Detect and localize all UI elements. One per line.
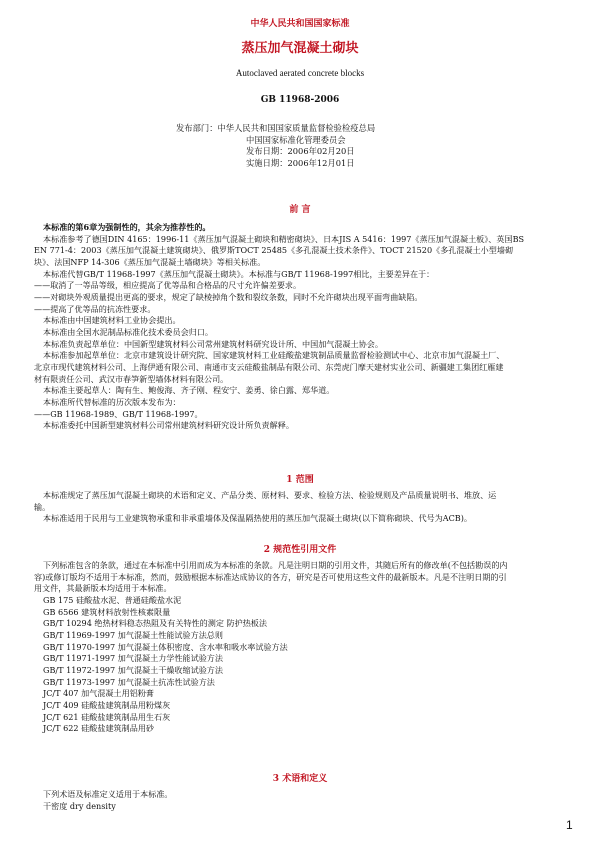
normref-item: JC/T 407 加气混凝土用铝粉膏 xyxy=(43,688,155,699)
normref-line: 下列标准包含的条款，通过在本标准中引用而成为本标准的条款。凡是注明日期的引用文件，其随后所有的修改单(不包括勘误的内 xyxy=(43,560,508,570)
foreword-line: 本标准由全国水泥制品标准化技术委员会归口。 xyxy=(43,326,213,337)
normref-item: JC/T 409 硅酸盐建筑制品用粉煤灰 xyxy=(43,699,171,710)
foreword-body xyxy=(34,222,568,432)
foreword-line: ——GB 11968-1989、GB/T 11968-1997。 xyxy=(34,408,203,419)
normref-item: GB/T 10294 绝热材料稳态热阻及有关特性的测定 防护热板法 xyxy=(43,618,267,629)
foreword-line: 本标准主要起草人：陶有生、鲍俊海、齐子刚、程安宁、姜勇、徐白露、郑华道。 xyxy=(43,385,335,396)
page-number: 1 xyxy=(566,818,573,832)
foreword-line: ——取消了一等品等级，相应提高了优等品和合格品的尺寸允许偏差要求。 xyxy=(34,280,302,291)
terms-heading: 3 术语和定义 xyxy=(272,774,328,784)
foreword-line: EN 771-4：2003《蒸压加气混凝土建筑砌块》、俄罗斯TOCT 25485《多孔混凝土技术条件》、TOCT 21520《多孔混凝土小型墙砌 xyxy=(34,245,514,256)
standard-number: GB 11968-2006 xyxy=(260,95,340,105)
normative-references-heading: 2 规范性引用文件 xyxy=(263,545,337,555)
normative-references-body xyxy=(34,560,568,735)
scope-body xyxy=(34,490,568,525)
normref-line: 用文件，其最新版本均适用于本标准。 xyxy=(34,583,172,594)
normref-item: GB/T 11973-1997 加气混凝土抗冻性试验方法 xyxy=(43,676,215,687)
publisher-2: 中国国家标准化管理委员会 xyxy=(246,134,346,145)
foreword-line: 北京市现代建筑材料公司、上海伊通有限公司、南通市支云硅酸盐制品有限公司、东莞虎门摩天建材实业公司、新疆建工集团红雁建 xyxy=(34,361,504,372)
publisher-1: 中华人民共和国国家质量监督检验检疫总局 xyxy=(217,123,376,133)
scope-line: 输。 xyxy=(34,501,51,512)
foreword-line: 本标准的第6章为强制性的，其余为推荐性的。 xyxy=(43,222,211,232)
foreword-line: ——提高了优等品的抗冻性要求。 xyxy=(34,303,156,314)
publication-info xyxy=(176,123,375,169)
foreword-line: 本标准代替GB/T 11968-1997《蒸压加气混凝土砌块》。本标准与GB/T 11968-1997相比，主要差异在于： xyxy=(43,268,435,279)
scope-line: 本标准适用于民用与工业建筑物承重和非承重墙体及保温隔热使用的蒸压加气混凝土砌块(以下简称砌块、代号为ACB)。 xyxy=(43,513,472,524)
foreword-heading: 前 言 xyxy=(289,205,311,215)
normref-line: 容)或修订版均不适用于本标准，然而，鼓励根据本标准达成协议的各方，研究是否可使用这些文件的最新版本。凡是不注明日期的引 xyxy=(34,571,507,582)
terms-line: 下列术语及标准定义适用于本标准。 xyxy=(43,789,173,799)
effective-date: 实施日期：2006年12月01日 xyxy=(246,157,355,168)
terms-body xyxy=(34,789,568,812)
english-title: Autoclaved aerated concrete blocks xyxy=(235,68,365,78)
normref-item: GB/T 11969-1997 加气混凝土性能试验方法总则 xyxy=(43,629,223,640)
scope-heading: 1 范围 xyxy=(286,475,314,485)
release-date: 发布日期：2006年02月20日 xyxy=(246,146,355,156)
normref-item: GB/T 11972-1997 加气混凝土干燥收缩试验方法 xyxy=(43,664,223,675)
normref-item: GB/T 11971-1997 加气混凝土力学性能试验方法 xyxy=(43,653,223,664)
terms-line: 干密度 dry density xyxy=(43,800,116,811)
foreword-line: 本标准参加起草单位：北京市建筑设计研究院、国家建筑材料工业硅酸盐建筑制品质量监督检验测试中心、北京市加气混凝土厂、 xyxy=(43,350,505,361)
foreword-line: ——对砌块外观质量提出更高的要求，规定了缺棱掉角个数和裂纹条数，同时不允许砌块出现平面弯曲缺陷。 xyxy=(34,291,423,302)
normref-item: GB/T 11970-1997 加气混凝土体积密度、含水率和吸水率试验方法 xyxy=(43,641,288,652)
foreword-line: 材有限责任公司、武汉市春笋新型墙体材料有限公司。 xyxy=(34,373,229,384)
national-standard-header: 中华人民共和国国家标准 xyxy=(250,19,350,29)
scope-line: 本标准规定了蒸压加气混凝土砌块的术语和定义、产品分类、原材料、要求、检验方法、检验规则及产品质量说明书、堆放、运 xyxy=(43,490,497,500)
foreword-line: 块》、法国NFP 14-306《蒸压加气混凝土墙砌块》等相关标准。 xyxy=(34,256,266,267)
normref-item: GB 6566 建筑材料放射性核素限量 xyxy=(43,606,171,617)
normref-item: JC/T 622 硅酸盐建筑制品用砂 xyxy=(43,723,155,734)
normref-item: GB 175 硅酸盐水泥、普通硅酸盐水泥 xyxy=(43,594,182,605)
publisher-line xyxy=(176,123,375,135)
normref-item: JC/T 621 硅酸盐建筑制品用生石灰 xyxy=(43,711,171,722)
document-title: 蒸压加气混凝土砌块 xyxy=(241,41,359,56)
foreword-line: 本标准所代替标准的历次版本发布为： xyxy=(43,396,181,407)
foreword-line: 本标准参考了德国DIN 4165：1996-11《蒸压加气混凝土砌块和精密砌块》、日本JIS A 5416：1997《蒸压加气混凝土板》、英国BS xyxy=(43,233,525,244)
foreword-line: 本标准由中国建筑材料工业协会提出。 xyxy=(43,315,181,326)
foreword-line: 本标准委托中国新型建筑材料公司常州建筑材料研究设计所负责解释。 xyxy=(43,420,294,431)
publisher-label: 发布部门： xyxy=(176,123,218,133)
foreword-line: 本标准负责起草单位：中国新型建筑材料公司常州建筑材料研究设计所、中国加气混凝土协会。 xyxy=(43,338,383,349)
